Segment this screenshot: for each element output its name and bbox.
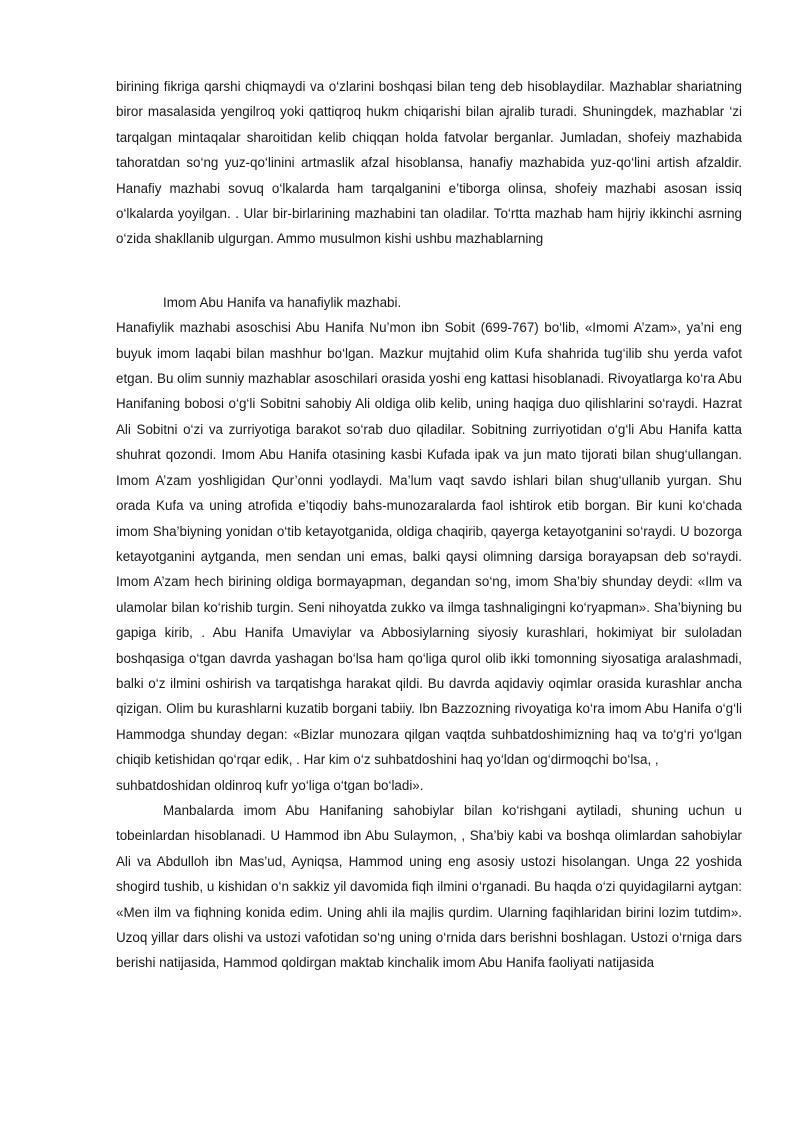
paragraph-abu-hanifa: Hanafiylik mazhabi asoschisi Abu Hanifa Nu’mon ibn Sobit (699-767) bo‘lib, «Imomi A’zam», ya’ni eng buyuk imom laqabi bilan mashhur bo‘lgan. Mazkur mujtahid olim Kufa shahrida tug‘ilib shu yerda vafot etgan. Bu olim sunniy mazhablar asoschilari orasida yoshi eng kattasi hisoblanadi. Rivoyatlarga ko‘ra Abu Hanifaning bobosi o‘g‘li Sobitni sahobiy Ali oldiga olib kelib, uning haqiga duo qilishlarini so‘raydi. Hazrat Ali Sobitni o‘zi va zurriyotiga barakot so‘rab duo qiladilar. Sobitning zurriyotidan o‘g‘li Abu Hanifa katta shuhrat qozondi. Imom Abu Hanifa otasining kasbi Kufada ipak va jun mato tijorati bilan shug‘ullangan. Imom A’zam yoshligidan Qur’onni yodlaydi. Ma’lum vaqt savdo ishlari bilan shug‘ullanib yurgan. Shu orada Kufa va uning atrofida e’tiqodiy bahs-munozaralarda faol ishtirok etib borgan. Bir kuni ko‘chada imom Sha’biyning yonidan o‘tib ketayotganida, oldiga chaqirib, qayerga ketayotganini so‘raydi. U bozorga ketayotganini aytganda, men sendan uni emas, balki qaysi olimning darsiga borayapsan deb so‘raydi. Imom A’zam hech birining oldiga bormayapman, degandan so‘ng, imom Sha’biy shunday deydi: «Ilm va ulamolar bilan ko‘rishib turgin. Seni nihoyatda zukko va ilmga tashnaligingni ko‘ryapman». Sha’biyning bu gapiga kirib, . Abu Hanifa Umaviylar va Abbosiylarning siyosiy kurashlari, hokimiyat bir suloladan boshqasiga o‘tgan davrda yashagan bo‘lsa ham qo‘liga qurol olib ikki tomonning siyosatiga aralashmadi, balki o‘z ilmini oshirish va tarqatishga harakat qildi. Bu davrda aqidaviy oqimlar orasida kurashlar ancha qizigan. Olim bu kurashlarni kuzatib borgani tabiiy. Ibn Bazzozning rivoyatiga ko‘ra imom Abu Hanifa o‘g‘li Hammodga shunday degan: «Bizlar munozara qilgan vaqtda suhbatdoshimizning haq va to‘g‘ri yo‘lgan chiqib ketishidan qo‘rqar edik, . Har kim o‘z suhbatdoshini haq yo‘ldan og‘dirmoqchi bo‘lsa, , <box>116 320 742 768</box>
paragraph-teachers: Manbalarda imom Abu Hanifaning sahobiylar bilan ko‘rishgani aytiladi, shuning uchun u tobeinlardan hisoblanadi. U Hammod ibn Abu Sulaymon, , Sha’biy kabi va boshqa olimlardan sahobiylar Ali va Abdulloh ibn Mas’ud, Ayniqsa, Hammod uning eng asosiy ustozi hisolangan. Unga 22 yoshida shogird tushib, u kishidan o‘n sakkiz yil davomida fiqh ilmini o‘rganadi. Bu haqda o‘zi quyidagilarni aytgan: «Men ilm va fiqhning konida edim. Uning ahli ila majlis qurdim. Ularning faqihlaridan birini lozim tutdim». Uzoq yillar dars olishi va ustozi vafotidan so‘ng uning o‘rnida dars berishni boshlagan. Ustozi o‘rniga dars berishi natijasida, Hammod qoldirgan maktab kinchalik imom Abu Hanifa faoliyati natijasida <box>116 802 742 971</box>
section-heading: Imom Abu Hanifa va hanafiylik mazhabi. <box>163 294 402 310</box>
paragraph-gap <box>116 252 742 290</box>
paragraph-quote-end: suhbatdoshidan oldinroq kufr yo‘liga o‘tgan bo‘ladi». <box>116 777 424 793</box>
paragraph-intro: birining fikriga qarshi chiqmaydi va o‘zlarini boshqasi bilan teng deb hisoblaydilar. Mazhablar shariatning biror masalasida yengilroq yoki qattiqroq hukm chiqarishi bilan ajralib turadi. Shuningdek, mazhablar ‘zi tarqalgan mintaqalar sharoitidan kelib chiqqan holda fatvolar berganlar. Jumladan, shofeiy mazhabida tahoratdan so‘ng yuz-qo‘linini artmaslik afzal hisoblansa, hanafiy mazhabida yuz-qo‘lini artish afzaldir. Hanafiy mazhabi sovuq o‘lkalarda ham tarqalganini e’tiborga olinsa, shofeiy mazhabi asosan issiq o‘lkalarda yoyilgan. . Ular bir-birlarining mazhabini tan oladilar. To‘rtta mazhab ham hijriy ikkinchi asrning o‘zida shakllanib ulgurgan. Ammo musulmon kishi ushbu mazhablarning <box>116 79 742 247</box>
